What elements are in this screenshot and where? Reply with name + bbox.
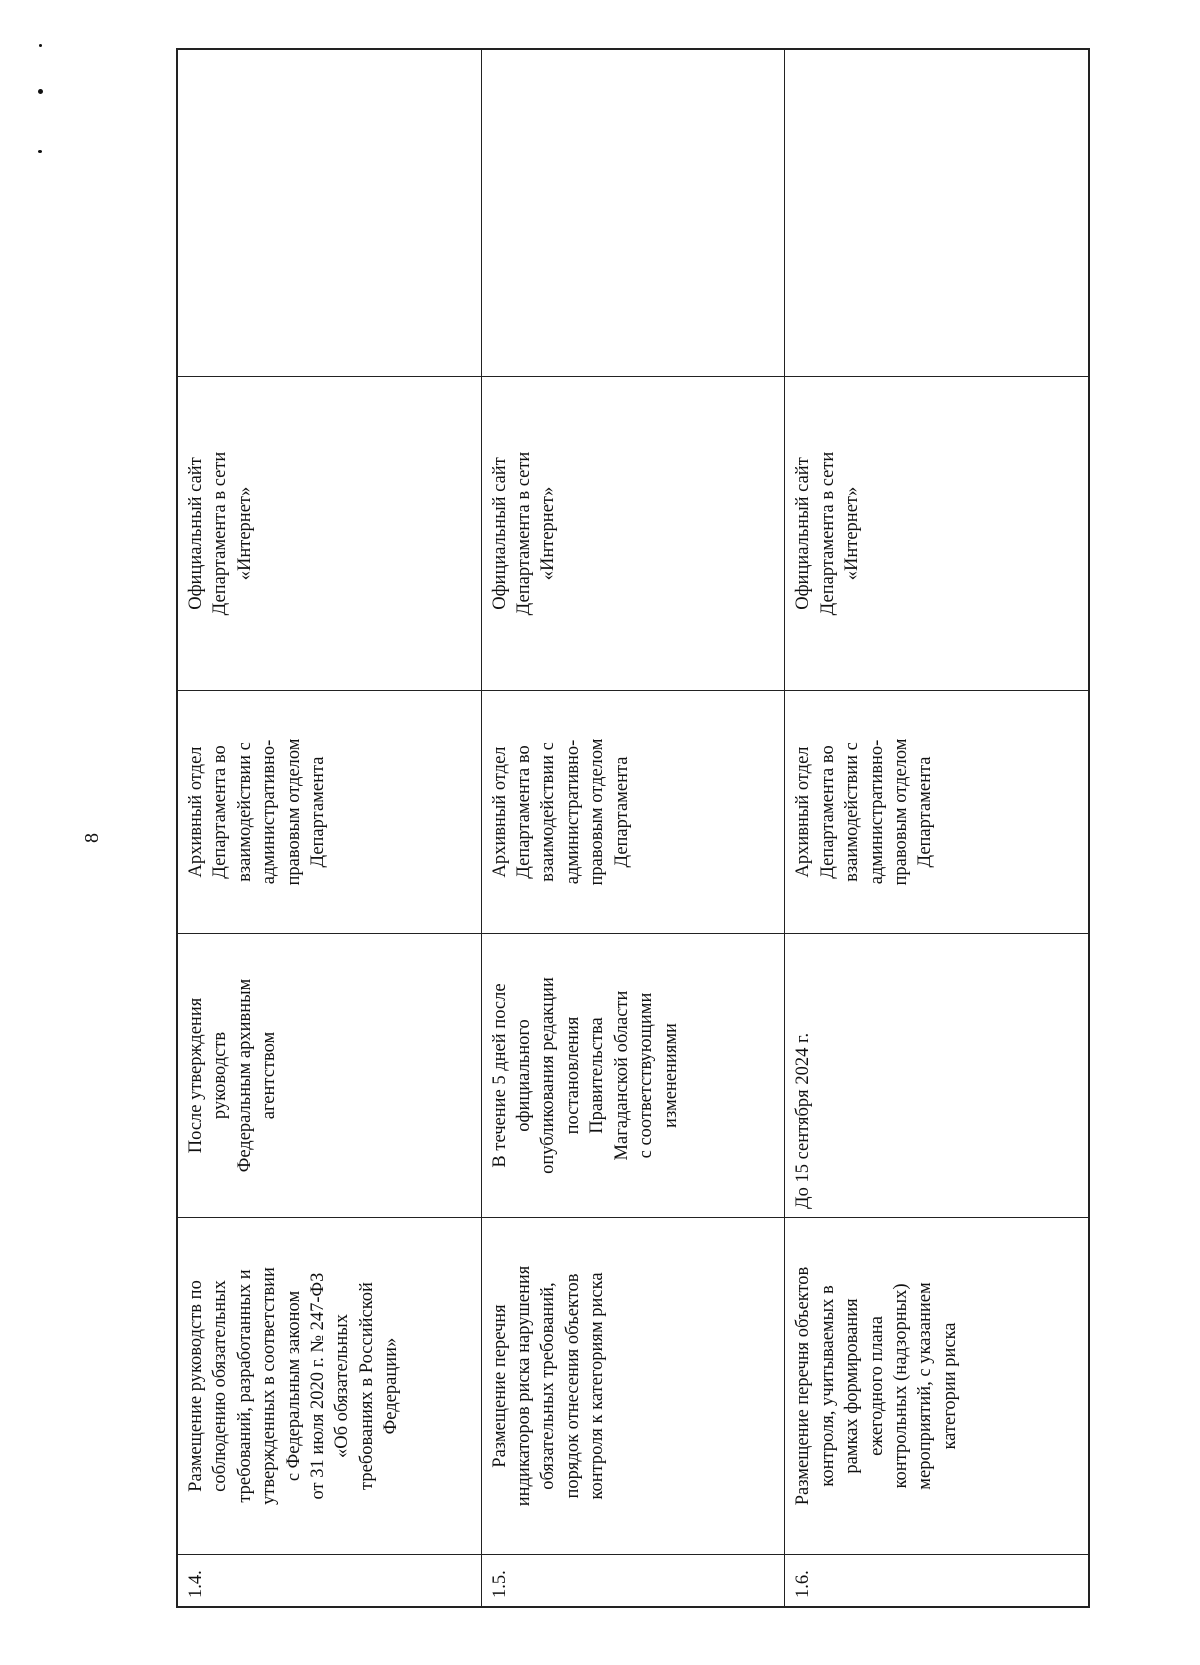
plan-table [176, 48, 1090, 1608]
row-number-cell: 1.5. [482, 1554, 785, 1606]
publication-cell: Официальный сайт Департамента в сети «Интернет» [785, 376, 1088, 690]
note-cell [482, 50, 785, 376]
measure-cell: Размещение перечня индикаторов риска нарушения обязательных требований, порядок отнесения объектов контроля к категориям риска [482, 1217, 785, 1554]
row-number-cell: 1.6. [785, 1554, 1088, 1606]
measure-cell: Размещение руководств по соблюдению обязательных требований, разработанных и утвержденных в соответствии с Федеральным законом от 31 июля 2020 г. № 247-ФЗ «Об обязательных требованиях в Российской Федерации» [178, 1217, 481, 1554]
note-cell [178, 50, 481, 376]
publication-cell: Официальный сайт Департамента в сети «Интернет» [178, 376, 481, 690]
table-row [482, 50, 786, 1606]
responsible-cell: Архивный отдел Департамента во взаимодействии с административно- правовым отделом Департамента [178, 690, 481, 933]
deadline-cell: После утверждения руководств Федеральным архивным агентством [178, 933, 481, 1217]
responsible-cell: Архивный отдел Департамента во взаимодействии с административно- правовым отделом Департамента [482, 690, 785, 933]
deadline-cell: В течение 5 дней после официального опубликования редакции постановления Правительства Магаданской области с соответствующими изменениями [482, 933, 785, 1217]
table-row [785, 50, 1088, 1606]
responsible-cell: Архивный отдел Департамента во взаимодействии с административно- правовым отделом Департамента [785, 690, 1088, 933]
plan-table-rotated [178, 50, 1088, 1606]
scan-speck [38, 89, 43, 94]
deadline-cell: До 15 сентября 2024 г. [785, 933, 1088, 1217]
note-cell [785, 50, 1088, 376]
measure-cell: Размещение перечня объектов контроля, учитываемых в рамках формирования ежегодного плана контрольных (надзорных) мероприятий, с указанием категории риска [785, 1217, 1088, 1554]
scan-speck [38, 150, 42, 153]
table-row [178, 50, 482, 1606]
row-number-cell: 1.4. [178, 1554, 481, 1606]
publication-cell: Официальный сайт Департамента в сети «Интернет» [482, 376, 785, 690]
page-number: 8 [80, 833, 103, 843]
scan-speck [39, 44, 42, 47]
